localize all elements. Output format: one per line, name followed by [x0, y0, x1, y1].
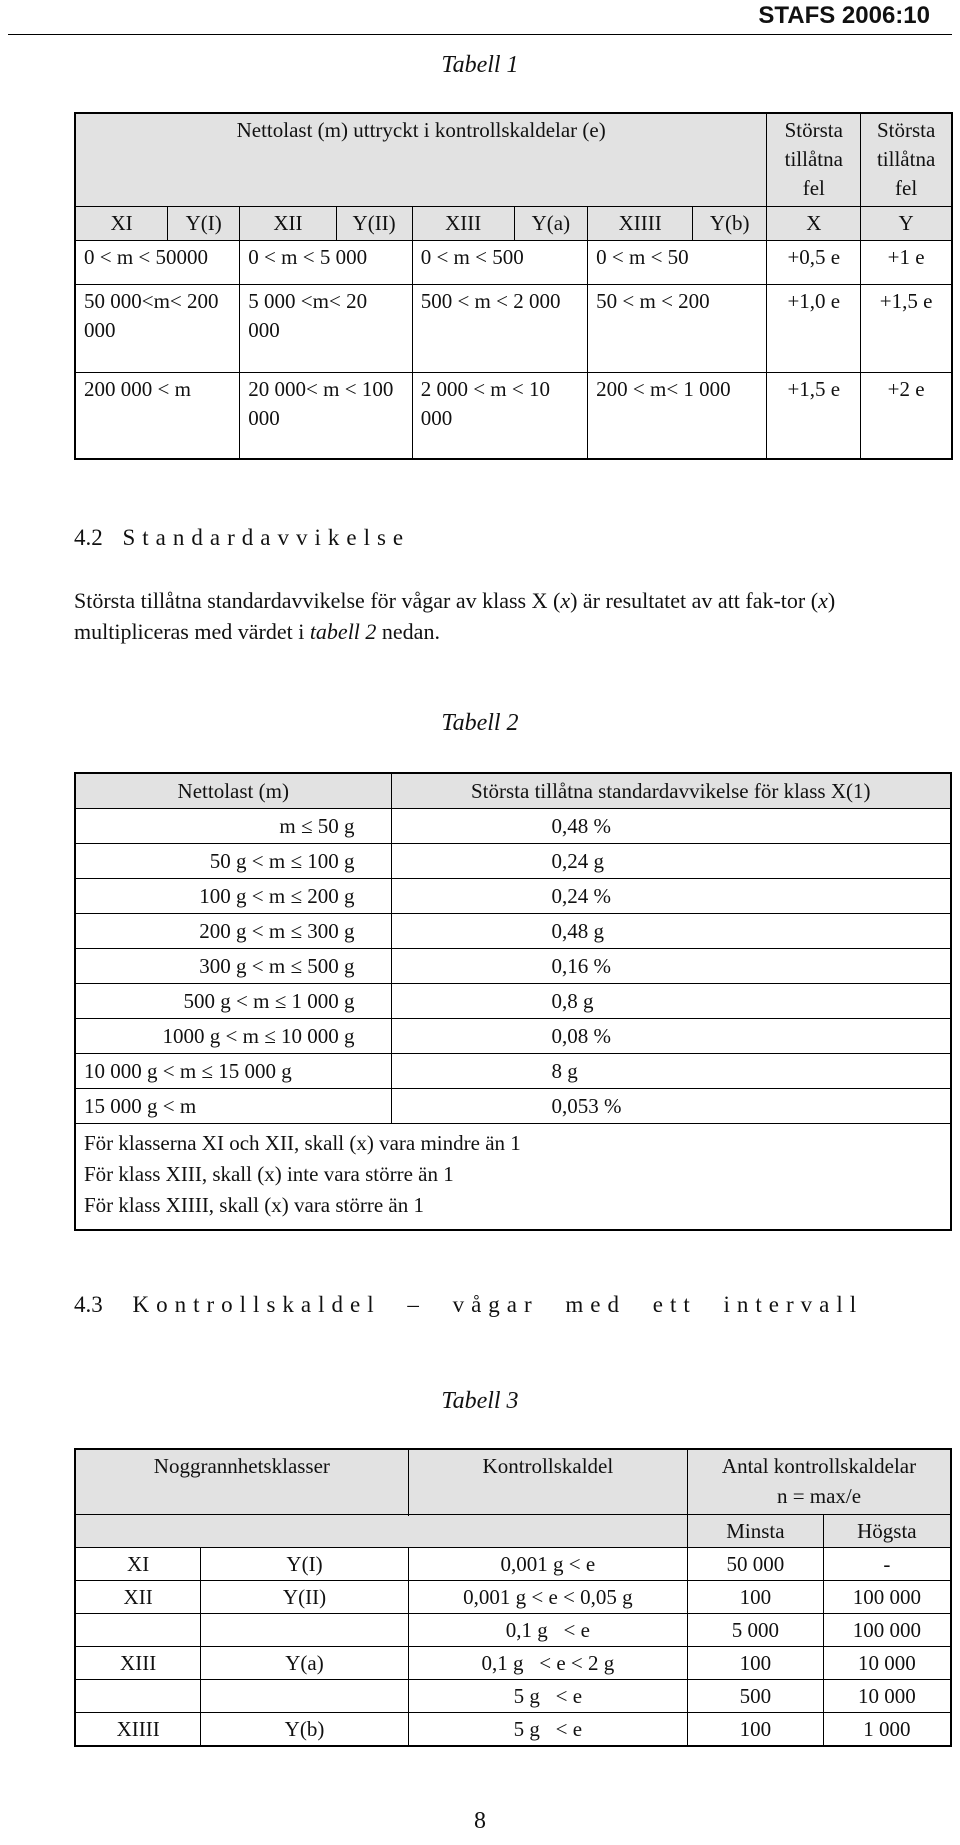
table2-value: 8 g [391, 1054, 951, 1089]
table3-min: 100 [688, 1713, 824, 1747]
class-label: XIII [412, 207, 514, 241]
table3-class-y: Y(I) [201, 1548, 408, 1581]
table2-load: m ≤ 50 g [75, 809, 391, 844]
table2-value: 0,48 g [391, 914, 951, 949]
class-label: Y(I) [168, 207, 240, 241]
table3-header-division: Kontrollskaldel [408, 1449, 687, 1515]
table3-class-y [201, 1614, 408, 1647]
table3-division: 0,1 g < e < 2 g [408, 1647, 687, 1680]
table3-class: XII [75, 1581, 201, 1614]
table2-load: 500 g < m ≤ 1 000 g [75, 984, 391, 1019]
table3 [74, 1448, 952, 1747]
para-text: Största tillåtna standardavvikelse för vågar av klass X ( [74, 588, 561, 613]
table1-header-error-x: Största tillåtna fel [767, 113, 861, 207]
section-4-2-heading [74, 525, 410, 551]
table2-header-deviation: Största tillåtna standardavvikelse för klass X(1) [391, 773, 951, 809]
table3-division: 0,001 g < e [408, 1548, 687, 1581]
table1-cell: +1 e [861, 241, 952, 285]
table1-cell: 200 000 < m [75, 373, 240, 459]
table2-value: 0,16 % [391, 949, 951, 984]
page-number: 8 [474, 1808, 486, 1834]
table3-spacer [75, 1515, 688, 1548]
section-title: Kontrollskaldel – vågar med ett intervall [132, 1292, 864, 1317]
table2-value: 0,08 % [391, 1019, 951, 1054]
table2-value: 0,24 % [391, 879, 951, 914]
table3-header-count-formula: n = max/e [776, 1484, 862, 1508]
class-label: Y [861, 207, 952, 241]
table3-class: XIIII [75, 1713, 201, 1747]
table1-cell: +2 e [861, 373, 952, 459]
table3-class: XI [75, 1548, 201, 1581]
table1-cell: +1,0 e [767, 285, 861, 373]
section-4-3-heading [74, 1292, 863, 1318]
para-text: ) är resultatet av att fak-tor ( [570, 588, 819, 613]
table3-max: 100 000 [823, 1581, 951, 1614]
table2-caption: Tabell 2 [441, 710, 519, 736]
table3-class [75, 1680, 201, 1713]
table3-class-y [201, 1680, 408, 1713]
class-label: XII [240, 207, 336, 241]
table1-cell: +0,5 e [767, 241, 861, 285]
table3-header-count-line: Antal kontrollskaldelar [721, 1454, 917, 1478]
table3-header-min: Minsta [688, 1515, 824, 1548]
table2-notes [75, 1124, 951, 1231]
table3-max: - [823, 1548, 951, 1581]
table1-cell: 500 < m < 2 000 [412, 285, 587, 373]
table3-max: 100 000 [823, 1614, 951, 1647]
table2-value: 0,24 g [391, 844, 951, 879]
table1-cell: 0 < m < 5 000 [240, 241, 412, 285]
table2-value: 0,48 % [391, 809, 951, 844]
table-reference: tabell 2 [309, 619, 377, 644]
table3-division: 0,1 g < e [408, 1614, 687, 1647]
table3-division: 0,001 g < e < 0,05 g [408, 1581, 687, 1614]
table1-cell: 50 000<m< 200 000 [75, 285, 240, 373]
section-title: Standardavvikelse [122, 525, 411, 550]
para-text: ) multipliceras med värdet i [74, 588, 836, 644]
table2-load: 10 000 g < m ≤ 15 000 g [75, 1054, 391, 1089]
table1-cell: +1,5 e [861, 285, 952, 373]
para-text: nedan. [376, 619, 440, 644]
table2-note: För klasserna XI och XII, skall (x) vara mindre än 1 [84, 1131, 521, 1155]
table3-class-y: Y(a) [201, 1647, 408, 1680]
table3-header-classes: Noggrannhetsklasser [75, 1449, 408, 1515]
table2-load: 300 g < m ≤ 500 g [75, 949, 391, 984]
table3-max: 1 000 [823, 1713, 951, 1747]
table1-header-main: Nettolast (m) uttryckt i kontrollskaldelar (e) [75, 113, 767, 207]
header-rule [8, 34, 952, 35]
document-header: STAFS 2006:10 [758, 2, 930, 29]
table2-load: 50 g < m ≤ 100 g [75, 844, 391, 879]
table1-caption: Tabell 1 [441, 52, 519, 78]
table3-max: 10 000 [823, 1647, 951, 1680]
para-var: x [818, 588, 828, 613]
para-var: x [560, 588, 571, 613]
table2-value: 0,8 g [391, 984, 951, 1019]
table1-cell: 50 < m < 200 [588, 285, 767, 373]
class-label: Y(a) [514, 207, 588, 241]
table2-note: För klass XIII, skall (x) inte vara större än 1 [84, 1162, 454, 1186]
table2-load: 200 g < m ≤ 300 g [75, 914, 391, 949]
table1-cell: +1,5 e [767, 373, 861, 459]
class-label: XI [75, 207, 168, 241]
table2-note: För klass XIIII, skall (x) vara större än 1 [84, 1193, 424, 1217]
table1-cell: 20 000< m < 100 000 [240, 373, 412, 459]
table3-header-max: Högsta [823, 1515, 951, 1548]
table3-header-count [688, 1449, 951, 1515]
section-4-2-paragraph [74, 585, 950, 647]
table2-header-load: Nettolast (m) [75, 773, 391, 809]
table1-cell: 2 000 < m < 10 000 [412, 373, 587, 459]
table2-load: 1000 g < m ≤ 10 000 g [75, 1019, 391, 1054]
class-label: Y(b) [693, 207, 767, 241]
table3-max: 10 000 [823, 1680, 951, 1713]
table1-header-error-y: Största tillåtna fel [861, 113, 952, 207]
table3-division: 5 g < e [408, 1680, 687, 1713]
table3-class-y: Y(b) [201, 1713, 408, 1747]
table3-caption: Tabell 3 [441, 1388, 519, 1414]
table2-load: 100 g < m ≤ 200 g [75, 879, 391, 914]
table1-cell: 0 < m < 50 [588, 241, 767, 285]
table2-value: 0,053 % [391, 1089, 951, 1124]
table3-min: 5 000 [688, 1614, 824, 1647]
table3-class [75, 1614, 201, 1647]
table3-min: 500 [688, 1680, 824, 1713]
table1-cell: 200 < m< 1 000 [588, 373, 767, 459]
class-label: XIIII [588, 207, 693, 241]
table3-division: 5 g < e [408, 1713, 687, 1747]
table3-min: 100 [688, 1581, 824, 1614]
class-label: Y(II) [336, 207, 412, 241]
table2-load: 15 000 g < m [75, 1089, 391, 1124]
table3-min: 50 000 [688, 1548, 824, 1581]
class-label: X [767, 207, 861, 241]
table3-class-y: Y(II) [201, 1581, 408, 1614]
table1-cell: 0 < m < 50000 [75, 241, 240, 285]
table3-class: XIII [75, 1647, 201, 1680]
table2 [74, 772, 952, 1231]
section-number: 4.2 [74, 525, 103, 550]
table1 [74, 112, 953, 460]
table3-min: 100 [688, 1647, 824, 1680]
table1-cell: 5 000 <m< 20 000 [240, 285, 412, 373]
table1-cell: 0 < m < 500 [412, 241, 587, 285]
section-number: 4.3 [74, 1292, 103, 1317]
